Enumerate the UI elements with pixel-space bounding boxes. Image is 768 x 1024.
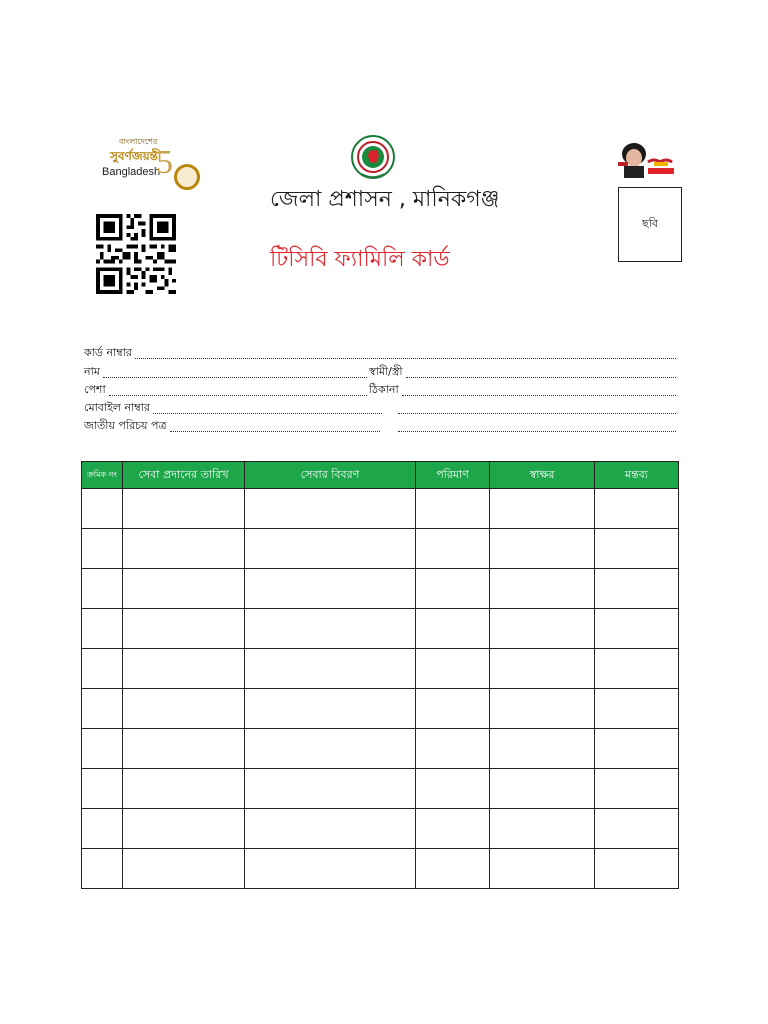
nid-label: জাতীয় পরিচয় পত্র [84,419,167,432]
name-line[interactable] [103,376,367,378]
quantity-cell[interactable] [416,609,490,649]
quantity-cell[interactable] [416,849,490,889]
serial-cell[interactable] [82,809,123,849]
address-continuation-field[interactable] [398,400,676,418]
card-number-line[interactable] [135,357,676,359]
quantity-cell[interactable] [416,529,490,569]
signature-cell[interactable] [490,569,595,609]
date-cell[interactable] [123,729,245,769]
office-title: জেলা প্রশাসন , মানিকগঞ্জ [270,187,500,212]
table-row [82,689,679,729]
occupation-line[interactable] [109,394,367,396]
serial-cell[interactable] [82,689,123,729]
qr-code [93,214,179,294]
table-row [82,569,679,609]
spouse-label: স্বামী/স্ত্রী [369,365,403,378]
date-cell[interactable] [123,609,245,649]
table-body [82,489,679,889]
remarks-cell[interactable] [595,529,679,569]
signature-cell[interactable] [490,529,595,569]
signature-cell[interactable] [490,489,595,529]
header-quantity: পরিমাণ [416,462,490,489]
header-remarks: মন্তব্য [595,462,679,489]
address-continuation-line-2[interactable] [398,430,676,432]
description-cell[interactable] [245,609,416,649]
description-cell[interactable] [245,849,416,889]
description-cell[interactable] [245,569,416,609]
table-row [82,529,679,569]
quantity-cell[interactable] [416,649,490,689]
serial-cell[interactable] [82,529,123,569]
logo-ring-icon [174,164,200,190]
logo-en-text: Bangladesh [102,166,161,178]
header-serial: ক্রমিক নং [82,462,123,489]
remarks-cell[interactable] [595,569,679,609]
date-cell[interactable] [123,489,245,529]
description-cell[interactable] [245,809,416,849]
remarks-cell[interactable] [595,609,679,649]
golden-jubilee-logo [86,134,202,196]
card-number-label: কার্ড নাম্বার [84,346,132,359]
remarks-cell[interactable] [595,489,679,529]
address-label: ঠিকানা [369,383,399,396]
remarks-cell[interactable] [595,729,679,769]
address-continuation-field-2[interactable] [398,418,676,436]
quantity-cell[interactable] [416,689,490,729]
signature-cell[interactable] [490,689,595,729]
description-cell[interactable] [245,769,416,809]
signature-cell[interactable] [490,769,595,809]
address-continuation-line[interactable] [398,412,676,414]
signature-cell[interactable] [490,609,595,649]
occupation-field[interactable] [84,382,367,400]
description-cell[interactable] [245,689,416,729]
table-row [82,769,679,809]
signature-cell[interactable] [490,849,595,889]
government-seal-icon [350,134,396,180]
description-cell[interactable] [245,529,416,569]
remarks-cell[interactable] [595,849,679,889]
date-cell[interactable] [123,529,245,569]
card-title: টিসিবি ফ্যামিলি কার্ড [270,247,450,272]
header-service-description: সেবার বিবরণ [245,462,416,489]
service-table [81,461,679,889]
table-header-row [82,462,679,489]
table-row [82,489,679,529]
nid-field[interactable] [84,418,380,436]
signature-cell[interactable] [490,729,595,769]
table-row [82,649,679,689]
date-cell[interactable] [123,689,245,729]
address-field[interactable] [369,382,676,400]
header-signature: স্বাক্ষর [490,462,595,489]
remarks-cell[interactable] [595,649,679,689]
address-line[interactable] [402,394,676,396]
date-cell[interactable] [123,849,245,889]
serial-cell[interactable] [82,769,123,809]
table-row [82,609,679,649]
quantity-cell[interactable] [416,769,490,809]
signature-cell[interactable] [490,809,595,849]
mobile-field[interactable] [84,400,382,418]
serial-cell[interactable] [82,609,123,649]
date-cell[interactable] [123,649,245,689]
serial-cell[interactable] [82,849,123,889]
remarks-cell[interactable] [595,769,679,809]
remarks-cell[interactable] [595,809,679,849]
serial-cell[interactable] [82,489,123,529]
date-cell[interactable] [123,569,245,609]
quantity-cell[interactable] [416,729,490,769]
photo-box [618,187,682,262]
nid-line[interactable] [170,430,380,432]
logo-big-text: সুবর্ণজয়ন্তী [110,149,162,163]
logo-small-text: বাংলাদেশের [119,137,158,146]
signature-cell[interactable] [490,649,595,689]
description-cell[interactable] [245,649,416,689]
occupation-label: পেশা [84,383,106,396]
table-row [82,849,679,889]
mobile-label: মোবাইল নাম্বার [84,401,150,414]
logo-fifty: 5 [156,144,173,181]
header-service-date: সেবা প্রদানের তারিখ [123,462,245,489]
spouse-line[interactable] [406,376,676,378]
mujib-borsho-logo [614,140,678,182]
quantity-cell[interactable] [416,569,490,609]
date-cell[interactable] [123,809,245,849]
description-cell[interactable] [245,489,416,529]
remarks-cell[interactable] [595,689,679,729]
serial-cell[interactable] [82,729,123,769]
quantity-cell[interactable] [416,809,490,849]
serial-cell[interactable] [82,569,123,609]
mobile-line[interactable] [153,412,382,414]
card-number-field[interactable] [84,345,676,363]
spouse-field[interactable] [369,364,676,382]
table-row [82,729,679,769]
quantity-cell[interactable] [416,489,490,529]
table-row [82,809,679,849]
description-cell[interactable] [245,729,416,769]
name-label: নাম [84,365,100,378]
photo-label: ছবি [642,217,658,230]
name-field[interactable] [84,364,367,382]
serial-cell[interactable] [82,649,123,689]
date-cell[interactable] [123,769,245,809]
